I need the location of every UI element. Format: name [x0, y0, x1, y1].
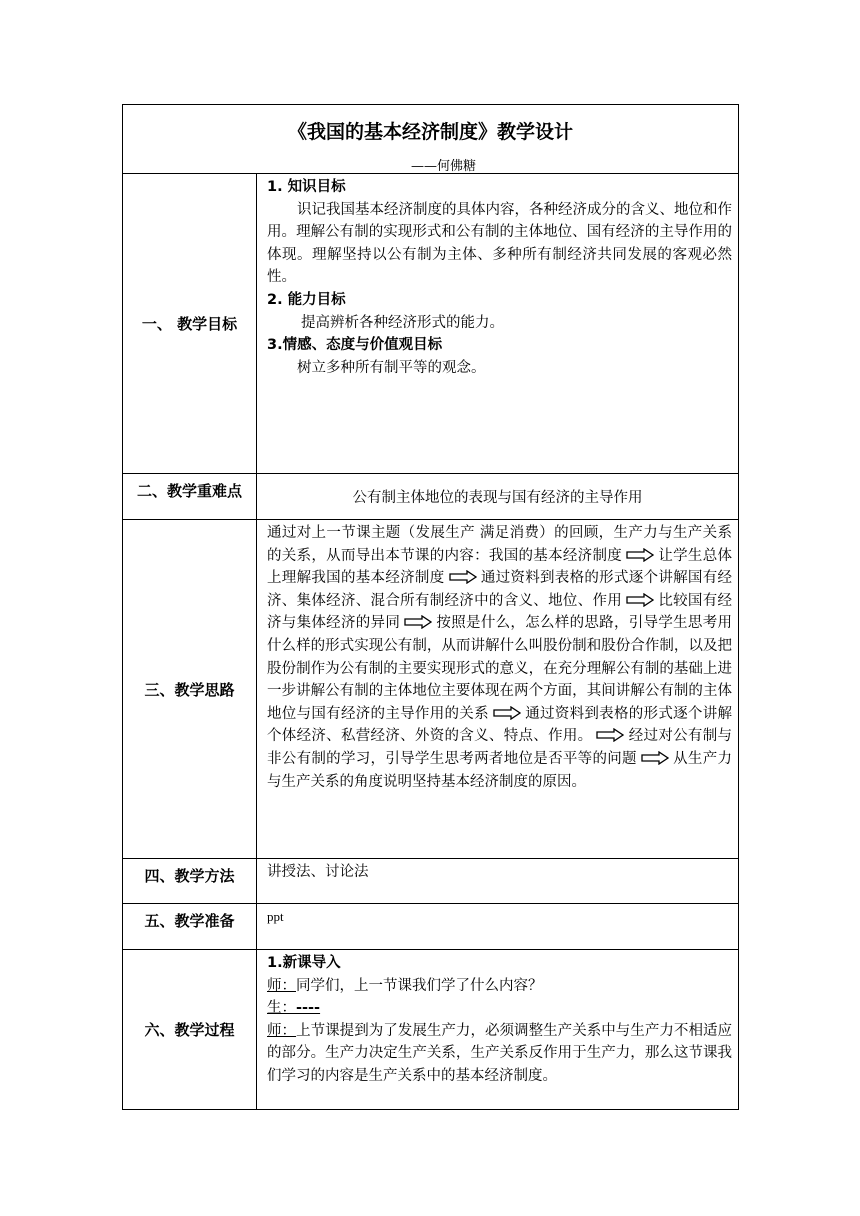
- goal-text-knowledge: 识记我国基本经济制度的具体内容，各种经济成分的含义、地位和作用。理解公有制的实现形式和公有制的主体地位、国有经济的主导作用的体现。理解坚持以公有制为主体、多种所有制经济共同发展的客观必然性。: [267, 201, 732, 286]
- content-key-points: 公有制主体地位的表现与国有经济的主导作用: [257, 474, 739, 520]
- dialogue-line-3: [267, 1020, 732, 1088]
- title-row: [123, 105, 739, 174]
- goal-heading-values: 3.情感、态度与价值观目标: [267, 337, 443, 354]
- approach-text-6: 通过资料到表格的形式逐个讲解个体经济、私营经济、外资的含义、特点、作用。: [267, 705, 733, 745]
- author-name: ——何佛糖: [410, 159, 476, 174]
- arrow-right-icon: [596, 728, 624, 742]
- speaker-student: 生：: [267, 1000, 296, 1017]
- arrow-right-icon: [641, 751, 669, 765]
- approach-text-7: 经过对公有制与非公有制的学习，引导学生思考两者地位是否平等的问题: [267, 728, 733, 767]
- label-teaching-approach: 三、教学思路: [123, 520, 257, 859]
- arrow-right-icon: [626, 548, 654, 562]
- label-teaching-prep: 五、教学准备: [123, 904, 257, 950]
- goal-text-ability: 提高辨析各种经济形式的能力。: [301, 314, 504, 331]
- approach-paragraph: [267, 522, 732, 793]
- arrow-right-icon: [404, 615, 432, 629]
- document-title: 《我国的基本经济制度》教学设计: [287, 121, 573, 143]
- content-teaching-approach: [257, 520, 739, 859]
- arrow-right-icon: [626, 593, 654, 607]
- row-key-points: [123, 474, 739, 520]
- dialogue-text: 同学们，上一节课我们学了什么内容？: [296, 977, 543, 994]
- lesson-plan-table: [122, 104, 739, 1110]
- speaker-teacher: 师：: [267, 1022, 297, 1039]
- approach-text-2: 让学生总体上理解我国的基本经济制度: [267, 547, 733, 587]
- content-teaching-prep: ppt: [257, 904, 739, 950]
- process-heading-intro: 1.新课导入: [267, 955, 341, 971]
- approach-text-4: 比较国有经济与集体经济的异同: [267, 592, 733, 632]
- dialogue-line-1: [267, 975, 732, 998]
- goal-text-values: 树立多种所有制平等的观念。: [297, 359, 486, 376]
- dialogue-text: ----: [296, 999, 321, 1017]
- content-teaching-method: 讲授法、讨论法: [257, 859, 739, 904]
- label-teaching-process: 六、教学过程: [123, 950, 257, 1110]
- row-teaching-goals: [123, 174, 739, 474]
- approach-text-5: 按照是什么，怎么样的思路，引导学生思考用什么样的形式实现公有制，从而讲解什么叫股份制和股份合作制，以及把股份制作为公有制的主要实现形式的意义，在充分理解公有制的基础上进一步讲解公有制的主体地位主要体现在两个方面，其间讲解公有制的主体地位与国有经济的主导作用的关系: [267, 615, 733, 722]
- approach-text-1: 通过对上一节课主题（发展生产 满足消费）的回顾，生产力与生产关系的关系，从而导出本节课的内容：我国的基本经济制度: [267, 525, 732, 564]
- approach-text-8: 从生产力与生产关系的角度说明坚持基本经济制度的原因。: [267, 750, 733, 790]
- content-teaching-goals: [257, 174, 739, 474]
- label-teaching-goals: 一、 教学目标: [123, 174, 257, 474]
- row-teaching-approach: [123, 520, 739, 859]
- dialogue-line-2: [267, 997, 732, 1020]
- approach-text-3: 通过资料到表格的形式逐个讲解国有经济、集体经济、混合所有制经济中的含义、地位、作用: [267, 570, 733, 609]
- label-teaching-method: 四、教学方法: [123, 859, 257, 904]
- arrow-right-icon: [449, 570, 477, 584]
- speaker-teacher: 师：: [267, 977, 296, 994]
- label-key-points: 二、教学重难点: [123, 474, 257, 520]
- row-teaching-process: [123, 950, 739, 1110]
- content-teaching-process: [257, 950, 739, 1110]
- goal-heading-ability: 2. 能力目标: [267, 291, 346, 308]
- arrow-right-icon: [493, 706, 521, 720]
- dialogue-text: 上节课提到为了发展生产力，必须调整生产关系中与生产力不相适应的部分。生产力决定生产关系，生产关系反作用于生产力，那么这节课我们学习的内容是生产关系中的基本经济制度。: [267, 1022, 733, 1084]
- goal-heading-knowledge: 1. 知识目标: [267, 179, 346, 195]
- row-teaching-prep: [123, 904, 739, 950]
- title-cell: [123, 105, 739, 174]
- row-teaching-method: [123, 859, 739, 904]
